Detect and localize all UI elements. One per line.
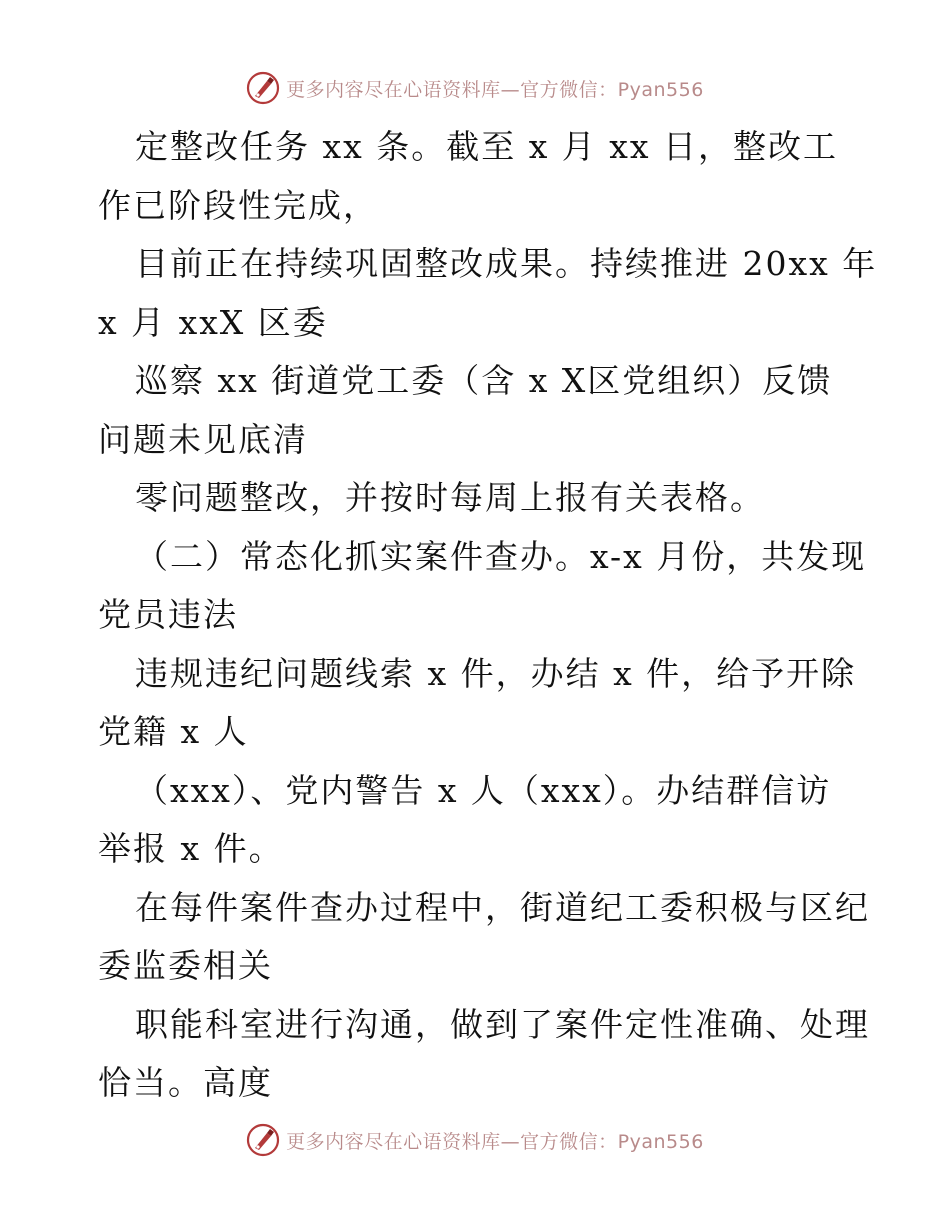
document-body [98,118,878,1113]
footer-watermark [0,1120,950,1160]
body-line: 在每件案件查办过程中，街道纪工委积极与区纪 [135,887,870,927]
body-line: 问题未见底清 [98,419,308,459]
pen-nib-logo-icon [246,1123,280,1157]
body-line: 举报 x 件。 [98,829,284,868]
body-line: 定整改任务 xx 条。截至 x 月 xx 日，整改工 [135,127,838,166]
header-watermark-text: 更多内容尽在心语资料库—官方微信：Pyan556 [286,78,704,101]
body-line: 巡察 xx 街道党工委（含 x X区党组织）反馈 [135,361,833,400]
footer-watermark-text: 更多内容尽在心语资料库—官方微信：Pyan556 [286,1130,704,1153]
body-line: 作已阶段性完成， [98,185,378,225]
body-line: 党籍 x 人 [98,712,249,751]
body-line: （二）常态化抓实案件查办。x-x 月份，共发现 [135,536,867,576]
body-line: （xxx）、党内警告 x 人（xxx）。办结群信访 [135,770,832,810]
body-line: 党员违法 [98,595,238,634]
body-line: 零问题整改，并按时每周上报有关表格。 [135,478,765,517]
body-line: 恰当。高度 [98,1063,273,1102]
body-line: 目前正在持续巩固整改成果。持续推进 20xx 年 [135,244,878,283]
body-line: 职能科室进行沟通，做到了案件定性准确、处理 [135,1004,870,1044]
body-line: 违规违纪问题线索 x 件，办结 x 件，给予开除 [135,653,857,693]
body-line: 委监委相关 [98,946,273,985]
pen-nib-logo-icon [246,71,280,105]
body-line: x 月 xxX 区委 [98,302,328,342]
header-watermark [0,68,950,108]
